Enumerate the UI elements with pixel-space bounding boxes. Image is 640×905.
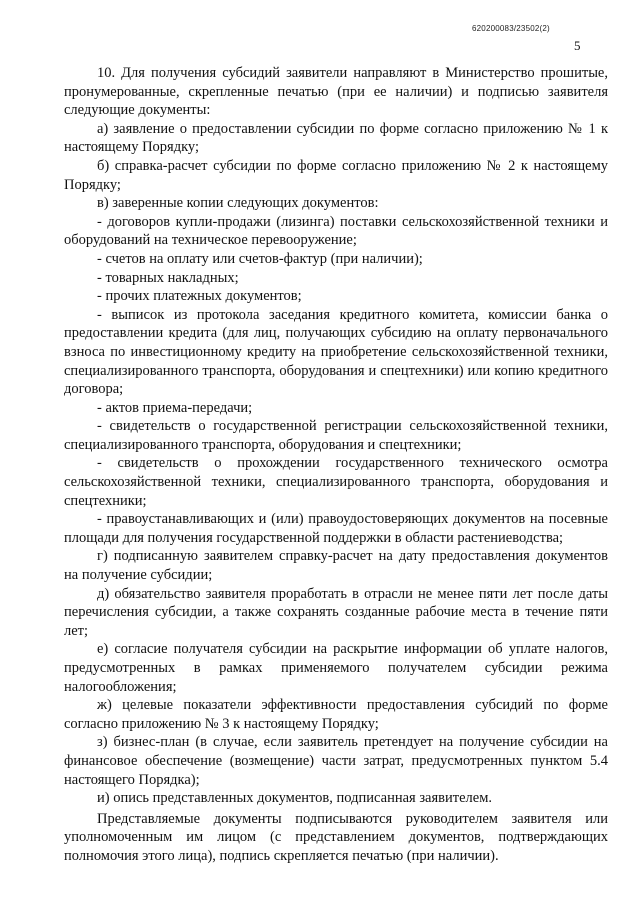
item-z: з) бизнес-план (в случае, если заявитель претендует на получение субсидии на финансовое обеспечение (возмещение) части затрат, предусмотренных пунктом 5.4 настоящего Порядка);: [64, 734, 608, 788]
list-item-acts: - актов приема-передачи;: [97, 399, 253, 416]
item-v: в) заверенные копии следующих документов:: [97, 195, 379, 212]
list-item-invoices: - счетов на оплату или счетов-фактур (при наличии);: [97, 250, 423, 267]
list-item-inspection-certs: - свидетельств о прохождении государственного технического осмотра сельскохозяйственной техники, специализированного транспорта, оборудования и спецтехники;: [64, 455, 608, 509]
list-item-contracts: - договоров купли-продажи (лизинга) поставки сельскохозяйственной техники и оборудований на техническое перевооружение;: [64, 213, 608, 249]
list-item-waybills: - товарных накладных;: [97, 269, 239, 286]
item-zh: ж) целевые показатели эффективности предоставления субсидий по форме согласно приложению № 3 к настоящему Порядку;: [64, 697, 608, 732]
document-id: 620200083/23502(2): [472, 24, 550, 33]
item-g: г) подписанную заявителем справку-расчет на дату предоставления документов на получение субсидии;: [64, 548, 608, 584]
list-item-land-docs: - правоустанавливающих и (или) правоудостоверяющих документов на посевные площади для получения государственной поддержки в области растениеводства;: [64, 511, 608, 546]
item-e: е) согласие получателя субсидии на раскрытие информации об уплате налогов, предусмотренных в рамках применяемого получателем субсидии режима налогообложения;: [64, 641, 608, 695]
item-b: б) справка-расчет субсидии по форме согласно приложению № 2 к настоящему Порядку;: [64, 157, 608, 193]
item-d: д) обязательство заявителя проработать в отрасли не менее пяти лет после даты перечисления субсидии, а также сохранять созданные рабочие места в течение пяти лет;: [64, 585, 608, 639]
list-item-protocol-extracts: - выписок из протокола заседания кредитного комитета, комиссии банка о предоставлении кредита (для лиц, получающих субсидию на оплату первоначального взноса по инвестиционному кредиту на приобретение сельскохозяйственной техники, специализированного транспорта, оборудования и спецтехники) или копию кредитного договора;: [64, 306, 608, 398]
closing-paragraph: Представляемые документы подписываются руководителем заявителя или уполномоченным им лицом (с представлением документов, подтверждающих полномочия этого лица), подпись скрепляется печатью (при наличии).: [64, 810, 608, 864]
document-body: [64, 64, 608, 866]
item-a: а) заявление о предоставлении субсидии по форме согласно приложению № 1 к настоящему Порядку;: [64, 120, 608, 156]
item-i: и) опись представленных документов, подписанная заявителем.: [97, 790, 492, 807]
page-number: 5: [574, 38, 581, 53]
paragraph-10: 10. Для получения субсидий заявители направляют в Министерство прошитые, пронумерованные, скрепленные печатью (при ее наличии) и подписью заявителя следующие документы:: [64, 65, 608, 119]
list-item-registration-certs: - свидетельств о государственной регистрации сельскохозяйственной техники, специализированного транспорта, оборудования и спецтехники;: [64, 418, 608, 453]
list-item-payment-docs: - прочих платежных документов;: [97, 288, 302, 305]
